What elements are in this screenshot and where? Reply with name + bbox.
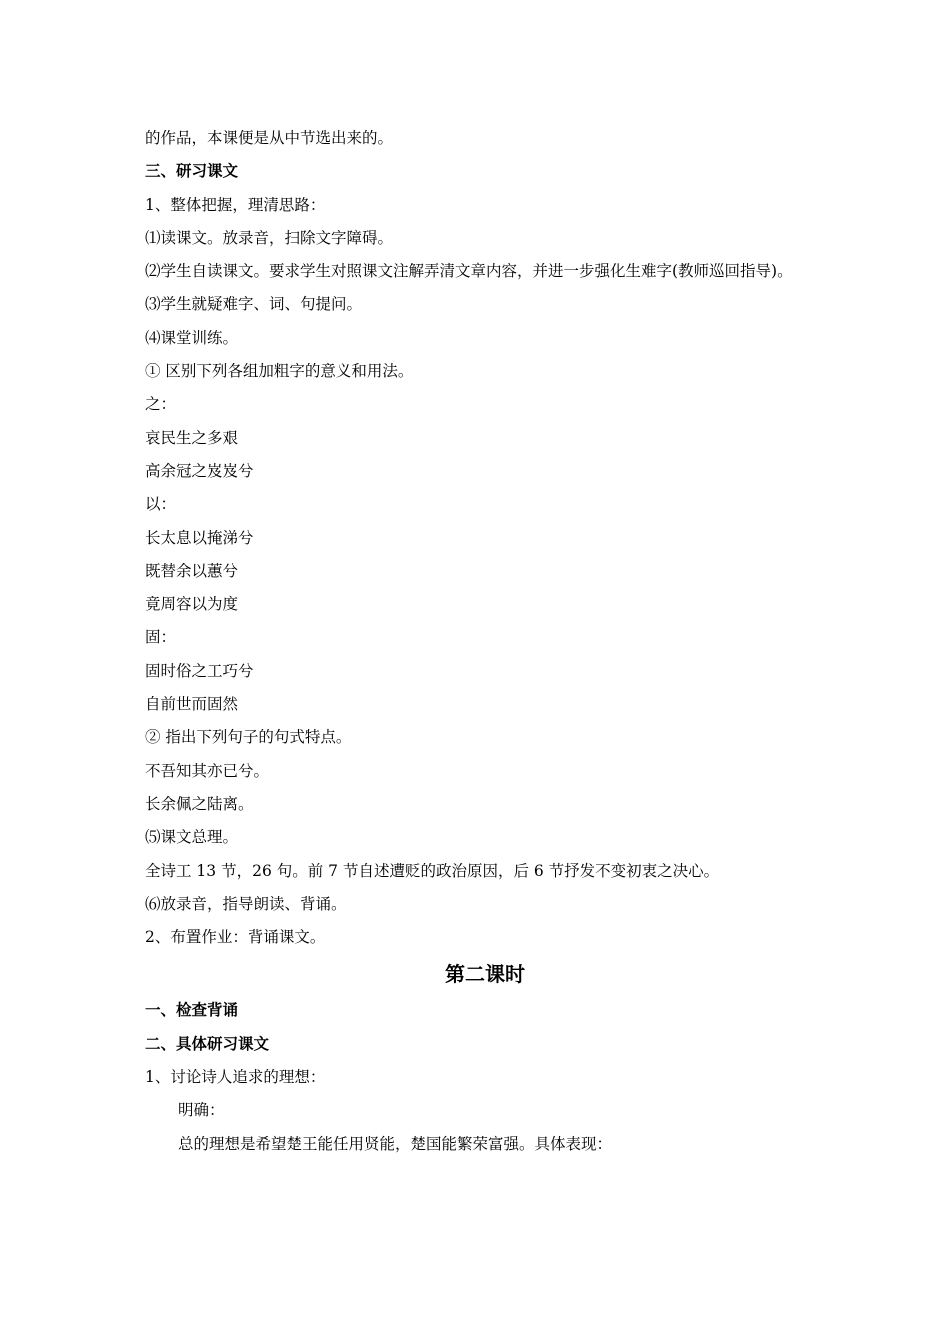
text-line: ⑶学生就疑难字、词、句提问。 bbox=[145, 295, 363, 314]
text-line: 哀民生之多艰 bbox=[145, 428, 239, 447]
text-line: 固： bbox=[145, 628, 177, 647]
text-line: ② 指出下列句子的句式特点。 bbox=[145, 728, 352, 747]
text-line: 竟周容以为度 bbox=[145, 595, 239, 614]
text-line: 1、讨论诗人追求的理想： bbox=[145, 1068, 326, 1087]
document-content bbox=[145, 122, 825, 1161]
text-line: ⑷课堂训练。 bbox=[145, 328, 239, 347]
text-line: 固时俗之工巧兮 bbox=[145, 661, 254, 680]
text-line: 的作品，本课便是从中节选出来的。 bbox=[145, 129, 394, 147]
text-line: 长太息以掩涕兮 bbox=[145, 528, 254, 547]
text-line: 不吾知其亦已兮。 bbox=[145, 761, 270, 780]
text-line: ⑵学生自读课文。要求学生对照课文注解弄清文章内容，并进一步强化生难字(教师巡回指导)。 bbox=[145, 262, 793, 281]
text-line: 总的理想是希望楚王能任用贤能，楚国能繁荣富强。具体表现： bbox=[178, 1134, 613, 1153]
text-line: 既替余以蕙兮 bbox=[145, 561, 239, 580]
text-line: 1、整体把握，理清思路： bbox=[145, 195, 326, 214]
text-line: 长余佩之陆离。 bbox=[145, 794, 254, 813]
section-heading: 一、检查背诵 bbox=[145, 1001, 239, 1020]
text-line: 全诗工 13 节，26 句。前 7 节自述遭贬的政治原因，后 6 节抒发不变初衷之决心。 bbox=[145, 861, 720, 880]
text-line: 2、布置作业：背诵课文。 bbox=[145, 928, 326, 947]
text-line: ⑹放录音，指导朗读、背诵。 bbox=[145, 894, 347, 913]
text-line: 高余冠之岌岌兮 bbox=[145, 461, 254, 480]
lesson-one-section bbox=[145, 122, 825, 954]
text-line: 自前世而固然 bbox=[145, 695, 239, 714]
text-line: ⑴读课文。放录音，扫除文字障碍。 bbox=[145, 228, 394, 247]
section-title: 第二课时 bbox=[445, 962, 525, 987]
text-line: 以： bbox=[145, 495, 177, 514]
text-line: ⑸课文总理。 bbox=[145, 828, 239, 847]
lesson-two-section bbox=[145, 994, 825, 1160]
text-line: 之： bbox=[145, 395, 177, 414]
text-line: 明确： bbox=[178, 1101, 225, 1120]
section-heading: 二、具体研习课文 bbox=[145, 1034, 270, 1053]
text-line: ① 区别下列各组加粗字的意义和用法。 bbox=[145, 362, 414, 381]
section-heading: 三、研习课文 bbox=[145, 162, 239, 181]
